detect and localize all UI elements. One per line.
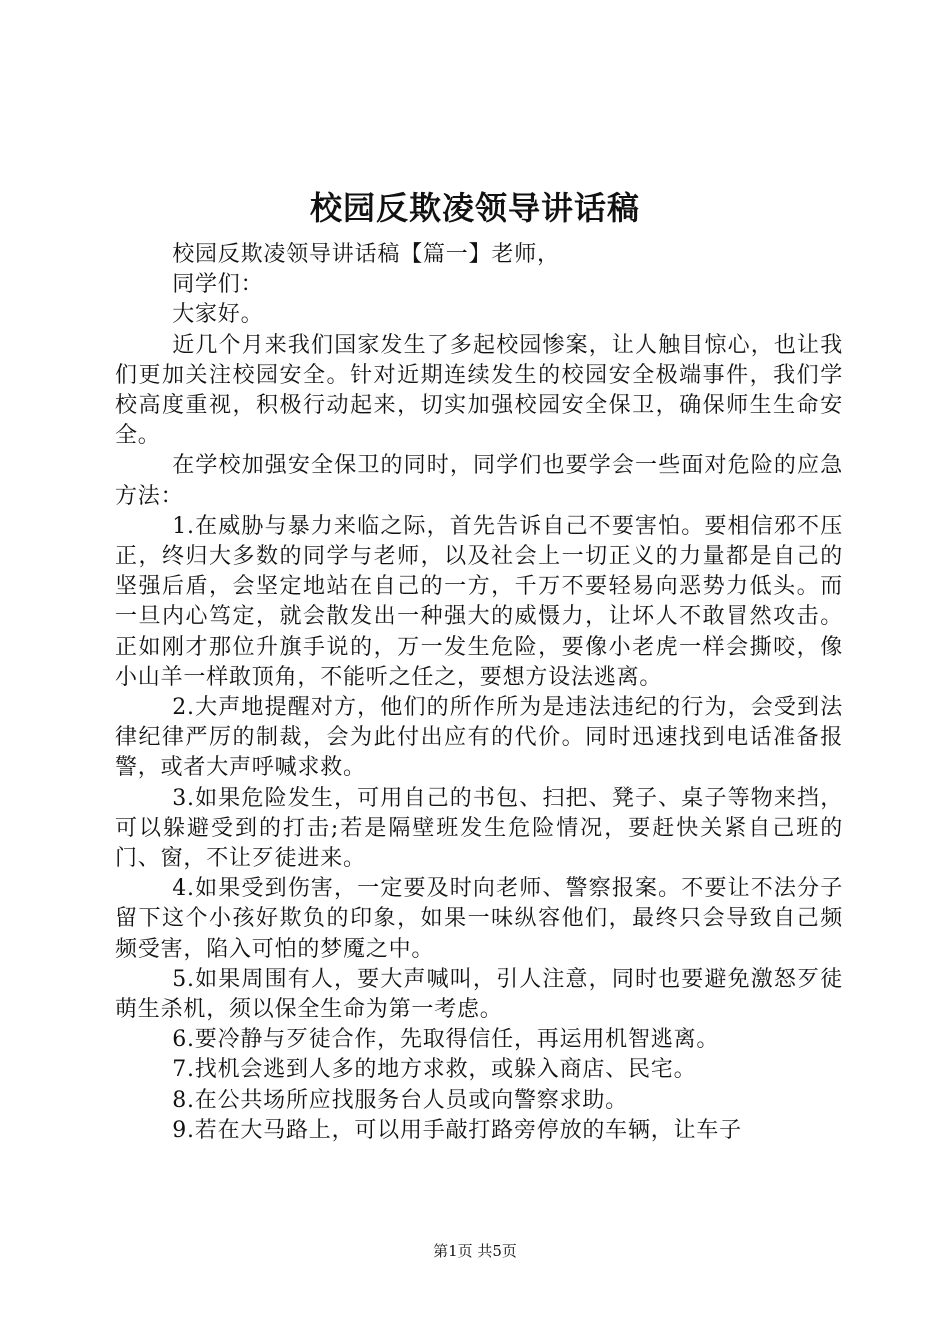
paragraph: 4.如果受到伤害，一定要及时向老师、警察报案。不要让不法分子留下这个小孩好欺负的印象，如果一味纵容他们，最终只会导致自己频频受害，陷入可怕的梦魇之中。 [115,876,843,962]
paragraph: 近几个月来我们国家发生了多起校园惨案，让人触目惊心，也让我们更加关注校园安全。针对近期连续发生的校园安全极端事件，我们学校高度重视，积极行动起来，切实加强校园安全保卫，确保师生生命安全。 [115,332,843,449]
paragraph: 校园反欺凌领导讲话稿【篇一】老师， [172,242,560,267]
paragraph: 3.如果危险发生，可用自己的书包、扫把、凳子、桌子等物来挡，可以躲避受到的打击;若是隔壁班发生危险情况，要赶快关紧自己班的门、窗，不让歹徒进来。 [115,785,843,872]
paragraph: 同学们： [172,272,264,298]
paragraph: 在学校加强安全保卫的同时，同学们也要学会一些面对危险的应急方法： [115,453,843,509]
paragraph: 1.在威胁与暴力来临之际，首先告诉自己不要害怕。要相信邪不压正，终归大多数的同学与老师，以及社会上一切正义的力量都是自己的坚强后盾，会坚定地站在自己的一方，千万不要轻易向恶势力低头。而一旦内心笃定，就会散发出一种强大的威慑力，让坏人不敢冒然攻击。正如刚才那位升旗手说的，万一发生危险，要像小老虎一样会撕咬，像小山羊一样敢顶角，不能听之任之，要想方设法逃离。 [115,513,843,690]
paragraph: 2.大声地提醒对方，他们的所作所为是违法违纪的行为，会受到法律纪律严厉的制裁，会为此付出应有的代价。同时迅速找到电话准备报警，或者大声呼喊求救。 [115,695,843,781]
paragraph: 6.要冷静与歹徒合作，先取得信任，再运用机智逃离。 [172,1027,720,1053]
document-body [115,240,843,1146]
page-title: 校园反欺凌领导讲话稿 [309,189,640,227]
page-footer: 第1页 共5页 [433,1242,517,1260]
paragraph: 7.找机会逃到人多的地方求救，或躲入商店、民宅。 [172,1057,697,1083]
paragraph: 8.在公共场所应找服务台人员或向警察求助。 [172,1087,628,1113]
paragraph: 大家好。 [172,302,264,328]
paragraph: 9.若在大马路上，可以用手敲打路旁停放的车辆，让车子 [172,1117,742,1143]
paragraph: 5.如果周围有人，要大声喊叫，引人注意，同时也要避免激怒歹徒萌生杀机，须以保全生命为第一考虑。 [115,966,843,1023]
